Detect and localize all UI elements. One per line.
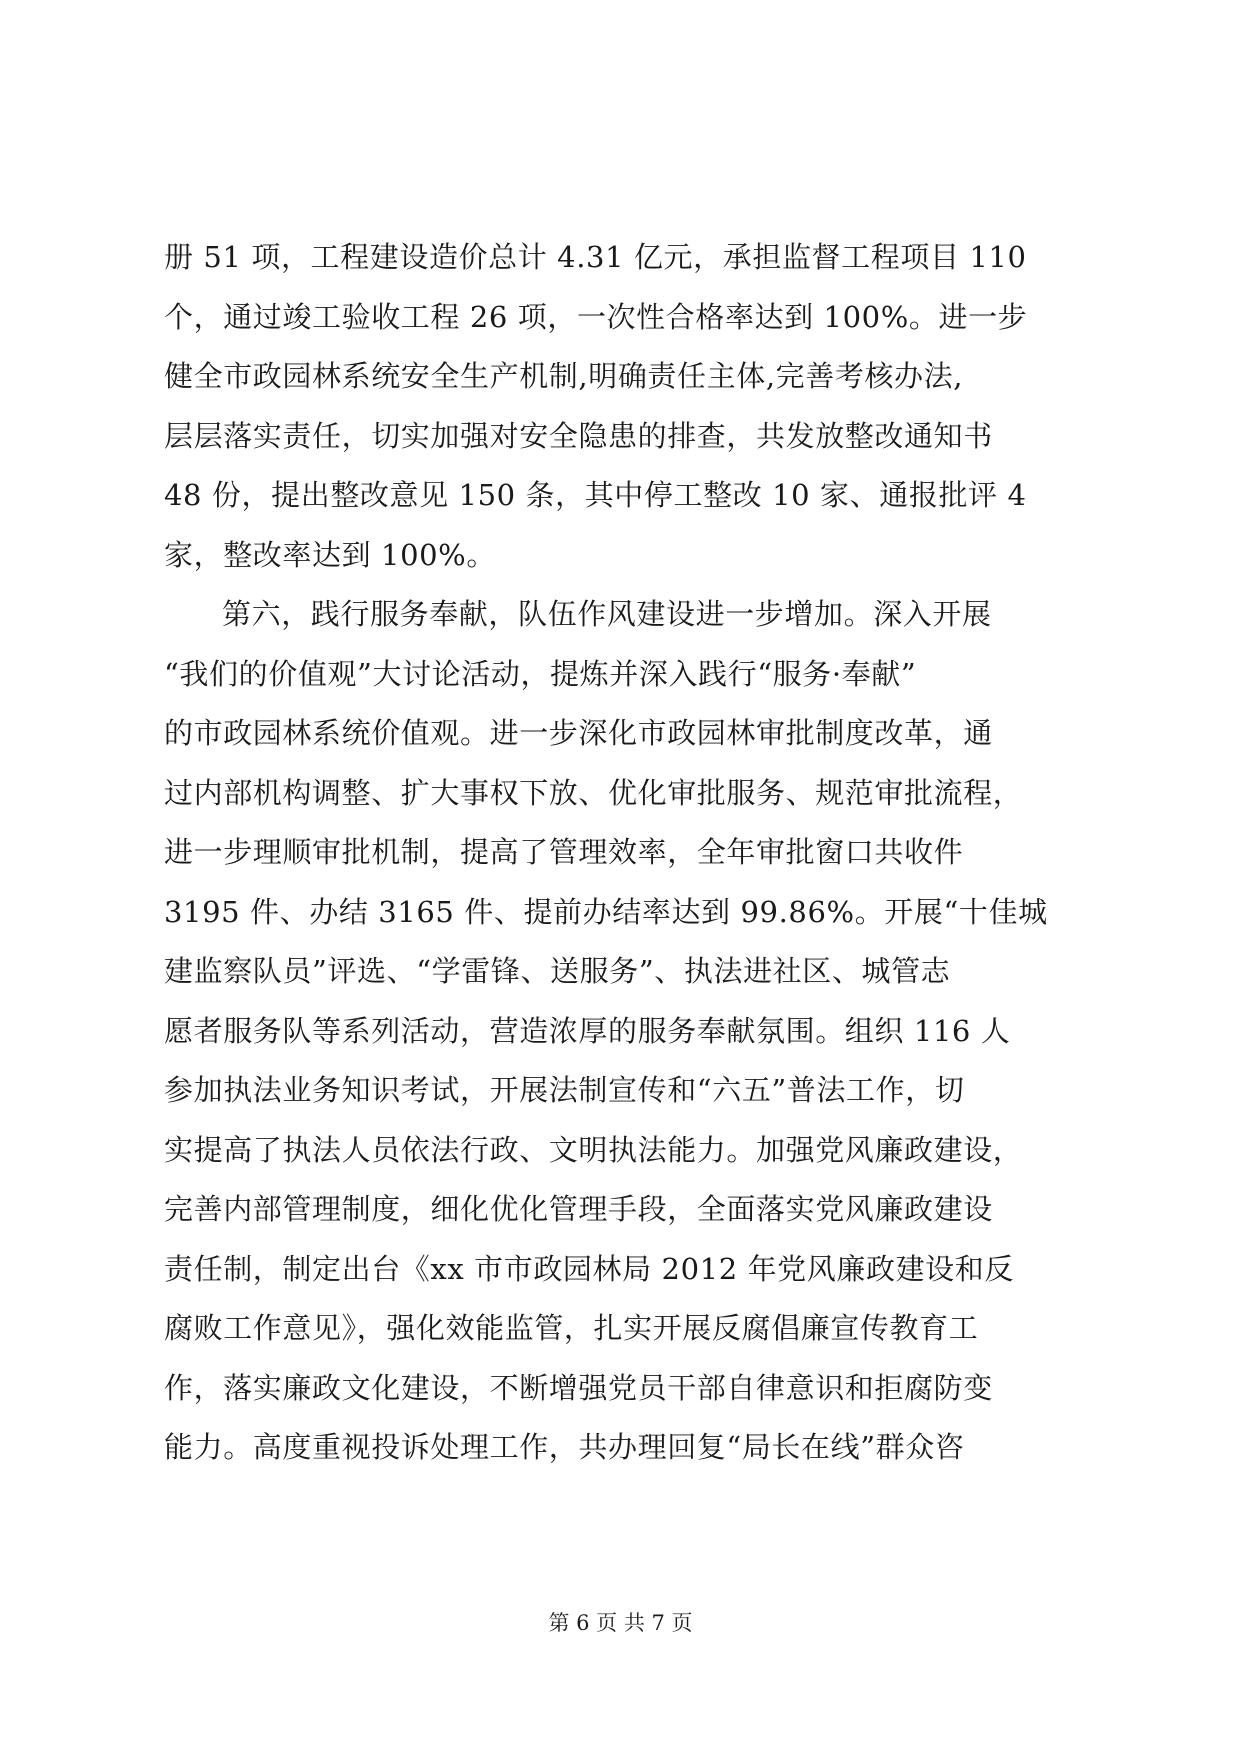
text-line: 参加执法业务知识考试，开展法制宣传和“六五”普法工作，切: [164, 1073, 965, 1107]
text-line: 过内部机构调整、扩大事权下放、优化审批服务、规范审批流程，: [164, 775, 1023, 810]
text-line: 责任制，制定出台《xx 市市政园林局 2012 年党风廉政建设和反: [164, 1251, 1014, 1286]
text-line: 个，通过竣工验收工程 26 项，一次性合格率达到 100%。进一步: [164, 299, 1028, 334]
document-body: [164, 228, 1084, 1478]
text-line: 实提高了执法人员依法行政、文明执法能力。加强党风廉政建设，: [164, 1132, 1023, 1167]
text-line: 建监察队员”评选、“学雷锋、送服务”、执法进社区、城管志: [164, 954, 951, 988]
text-line: 愿者服务队等系列活动，营造浓厚的服务奉献氛围。组织 116 人: [164, 1013, 1011, 1048]
text-line: 册 51 项，工程建设造价总计 4.31 亿元，承担监督工程项目 110: [164, 240, 1027, 274]
text-line: 层层落实责任，切实加强对安全隐患的排查，共发放整改通知书: [164, 418, 993, 453]
text-line: 家，整改率达到 100%。: [164, 537, 496, 572]
text-line: 进一步理顺审批机制，提高了管理效率，全年审批窗口共收件: [164, 835, 964, 869]
text-line: “我们的价值观”大讨论活动，提炼并深入践行“服务·奉献”: [164, 656, 917, 691]
text-line: 48 份，提出整改意见 150 条，其中停工整改 10 家、通报批评 4: [164, 478, 1027, 512]
paragraph-start-line: 第六，践行服务奉献，队伍作风建设进一步增加。深入开展: [222, 597, 992, 631]
text-line: 的市政园林系统价值观。进一步深化市政园林审批制度改革，通: [164, 716, 993, 750]
text-line: 作，落实廉政文化建设，不断增强党员干部自律意识和拒腐防变: [164, 1370, 993, 1405]
text-line: 3195 件、办结 3165 件、提前办结率达到 99.86%。开展“十佳城: [164, 894, 1048, 929]
page-number-footer: 第 6 页 共 7 页: [548, 1611, 693, 1635]
text-line: 完善内部管理制度，细化优化管理手段，全面落实党风廉政建设: [164, 1192, 993, 1226]
text-line: 腐败工作意见》，强化效能监管，扎实开展反腐倡廉宣传教育工: [164, 1311, 979, 1345]
text-line: 健全市政园林系统安全生产机制,明确责任主体,完善考核办法,: [164, 359, 964, 393]
text-line: 能力。高度重视投诉处理工作，共办理回复“局长在线”群众咨: [164, 1430, 965, 1464]
